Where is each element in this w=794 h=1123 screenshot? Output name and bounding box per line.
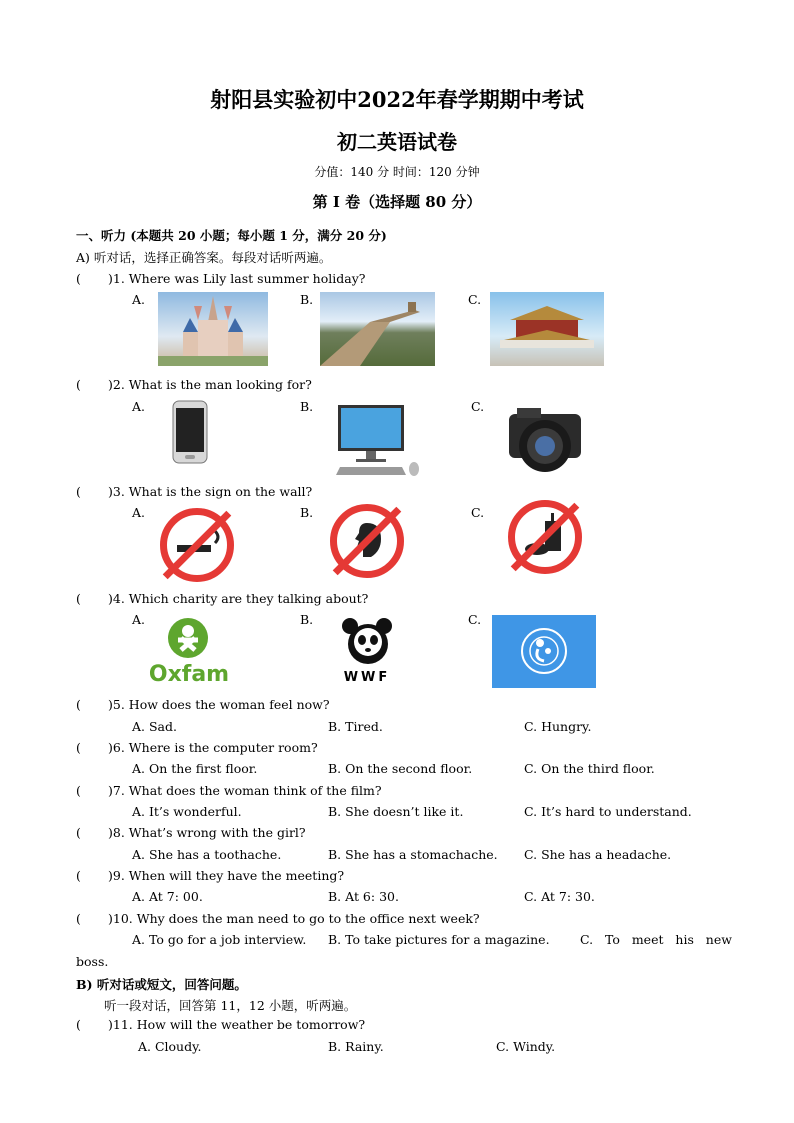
forbidden-city-image [490, 292, 604, 366]
paren-close: ) [108, 271, 113, 286]
paren-open: ( [76, 783, 81, 798]
option-label-a: A. [132, 292, 146, 307]
paren-open: ( [76, 868, 81, 883]
option-c: C. She has a headache. [524, 847, 672, 862]
question-text: 3. What is the sign on the wall? [112, 484, 313, 499]
paren-open: ( [76, 697, 81, 712]
option-a: A. She has a toothache. [132, 847, 282, 862]
option-c-continued: boss. [76, 954, 109, 969]
option-label-c: C. [468, 292, 482, 307]
question-8 [108, 825, 306, 840]
paren-open: ( [76, 271, 81, 286]
exam-meta: 分值：140 分 时间：120 分钟 [314, 165, 480, 179]
option-c: C. To meet his new [580, 932, 732, 947]
option-label-a: A. [132, 505, 146, 520]
option-c: C. Hungry. [524, 719, 592, 734]
question-10 [108, 911, 480, 926]
oxfam-logo [148, 614, 230, 690]
paren-open: ( [76, 825, 81, 840]
option-b: B. She doesn’t like it. [328, 804, 464, 819]
paren-open: ( [76, 740, 81, 755]
question-text: 9. When will they have the meeting? [112, 868, 345, 883]
paren-close: ) [108, 484, 113, 499]
volume-heading: 第 I 卷（选择题 80 分） [312, 193, 482, 211]
option-b: B. She has a stomachache. [328, 847, 498, 862]
no-food-drink-icon [508, 500, 582, 574]
question-7 [108, 783, 382, 798]
option-label-b: B. [300, 292, 314, 307]
option-c: C. On the third floor. [524, 761, 655, 776]
option-a: A. On the first floor. [132, 761, 258, 776]
paren-open: ( [76, 911, 81, 926]
paren-open: ( [76, 591, 81, 606]
paren-close: ) [108, 740, 113, 755]
unicef-logo [492, 615, 596, 688]
question-4 [108, 591, 368, 606]
phone-icon [172, 400, 208, 464]
question-text: 11. How will the weather be tomorrow? [112, 1017, 366, 1032]
option-b: B. On the second floor. [328, 761, 473, 776]
question-text: 10. Why does the man need to go to the office next week? [112, 911, 480, 926]
option-label-b: B. [300, 505, 314, 520]
option-b: B. Tired. [328, 719, 383, 734]
option-a: A. It’s wonderful. [132, 804, 242, 819]
wwf-logo [332, 614, 402, 690]
option-label-c: C. [468, 612, 482, 627]
option-b: B. Rainy. [328, 1039, 384, 1054]
question-3 [108, 484, 312, 499]
question-1 [108, 271, 365, 286]
wwf-wordmark: WWF [343, 670, 391, 685]
option-label-c: C. [471, 399, 485, 414]
question-text: 5. How does the woman feel now? [112, 697, 330, 712]
option-a: A. At 7: 00. [132, 889, 203, 904]
option-label-a: A. [132, 399, 146, 414]
question-text: 4. Which charity are they talking about? [112, 591, 369, 606]
paren-close: ) [108, 697, 113, 712]
section-heading: 一、听力 (本题共 20 小题；每小题 1 分，满分 20 分) [76, 228, 387, 243]
castle-image [158, 292, 268, 366]
paren-open: ( [76, 1017, 81, 1032]
option-b: B. To take pictures for a magazine. [328, 932, 550, 947]
paren-open: ( [76, 377, 81, 392]
option-label-b: B. [300, 612, 314, 627]
option-label-c: C. [471, 505, 485, 520]
option-a: A. Sad. [132, 719, 177, 734]
paren-close: ) [108, 1017, 113, 1032]
part-b-note: 听一段对话，回答第 11，12 小题，听两遍。 [104, 998, 357, 1013]
question-5 [108, 697, 330, 712]
question-9 [108, 868, 344, 883]
great-wall-image [320, 292, 435, 366]
camera-icon [505, 402, 585, 474]
paren-close: ) [108, 377, 113, 392]
question-text: 6. Where is the computer room? [112, 740, 318, 755]
question-text: 7. What does the woman think of the film? [112, 783, 382, 798]
paren-close: ) [108, 911, 113, 926]
option-a: A. To go for a job interview. [132, 932, 307, 947]
question-text: 1. Where was Lily last summer holiday? [112, 271, 366, 286]
option-c: C. It’s hard to understand. [524, 804, 692, 819]
no-smoking-icon [160, 508, 234, 582]
oxfam-wordmark: Oxfam [148, 662, 230, 687]
exam-subtitle: 初二英语试卷 [337, 130, 457, 154]
computer-icon [336, 403, 422, 477]
paren-close: ) [108, 591, 113, 606]
option-b: B. At 6: 30. [328, 889, 399, 904]
question-text: 2. What is the man looking for? [112, 377, 312, 392]
question-11 [108, 1017, 365, 1032]
paren-close: ) [108, 825, 113, 840]
exam-title: 射阳县实验初中2022年春学期期中考试 [210, 87, 584, 112]
option-label-a: A. [132, 612, 146, 627]
paren-open: ( [76, 484, 81, 499]
question-text: 8. What’s wrong with the girl? [112, 825, 306, 840]
question-2 [108, 377, 312, 392]
option-label-b: B. [300, 399, 314, 414]
option-c: C. Windy. [496, 1039, 556, 1054]
no-spitting-icon [330, 504, 404, 578]
option-c: C. At 7: 30. [524, 889, 595, 904]
question-6 [108, 740, 318, 755]
option-a: A. Cloudy. [138, 1039, 202, 1054]
part-b-heading: B) 听对话或短文，回答问题。 [76, 977, 247, 992]
paren-close: ) [108, 783, 113, 798]
paren-close: ) [108, 868, 113, 883]
part-a-instruction: A) 听对话，选择正确答案。每段对话听两遍。 [76, 250, 332, 265]
